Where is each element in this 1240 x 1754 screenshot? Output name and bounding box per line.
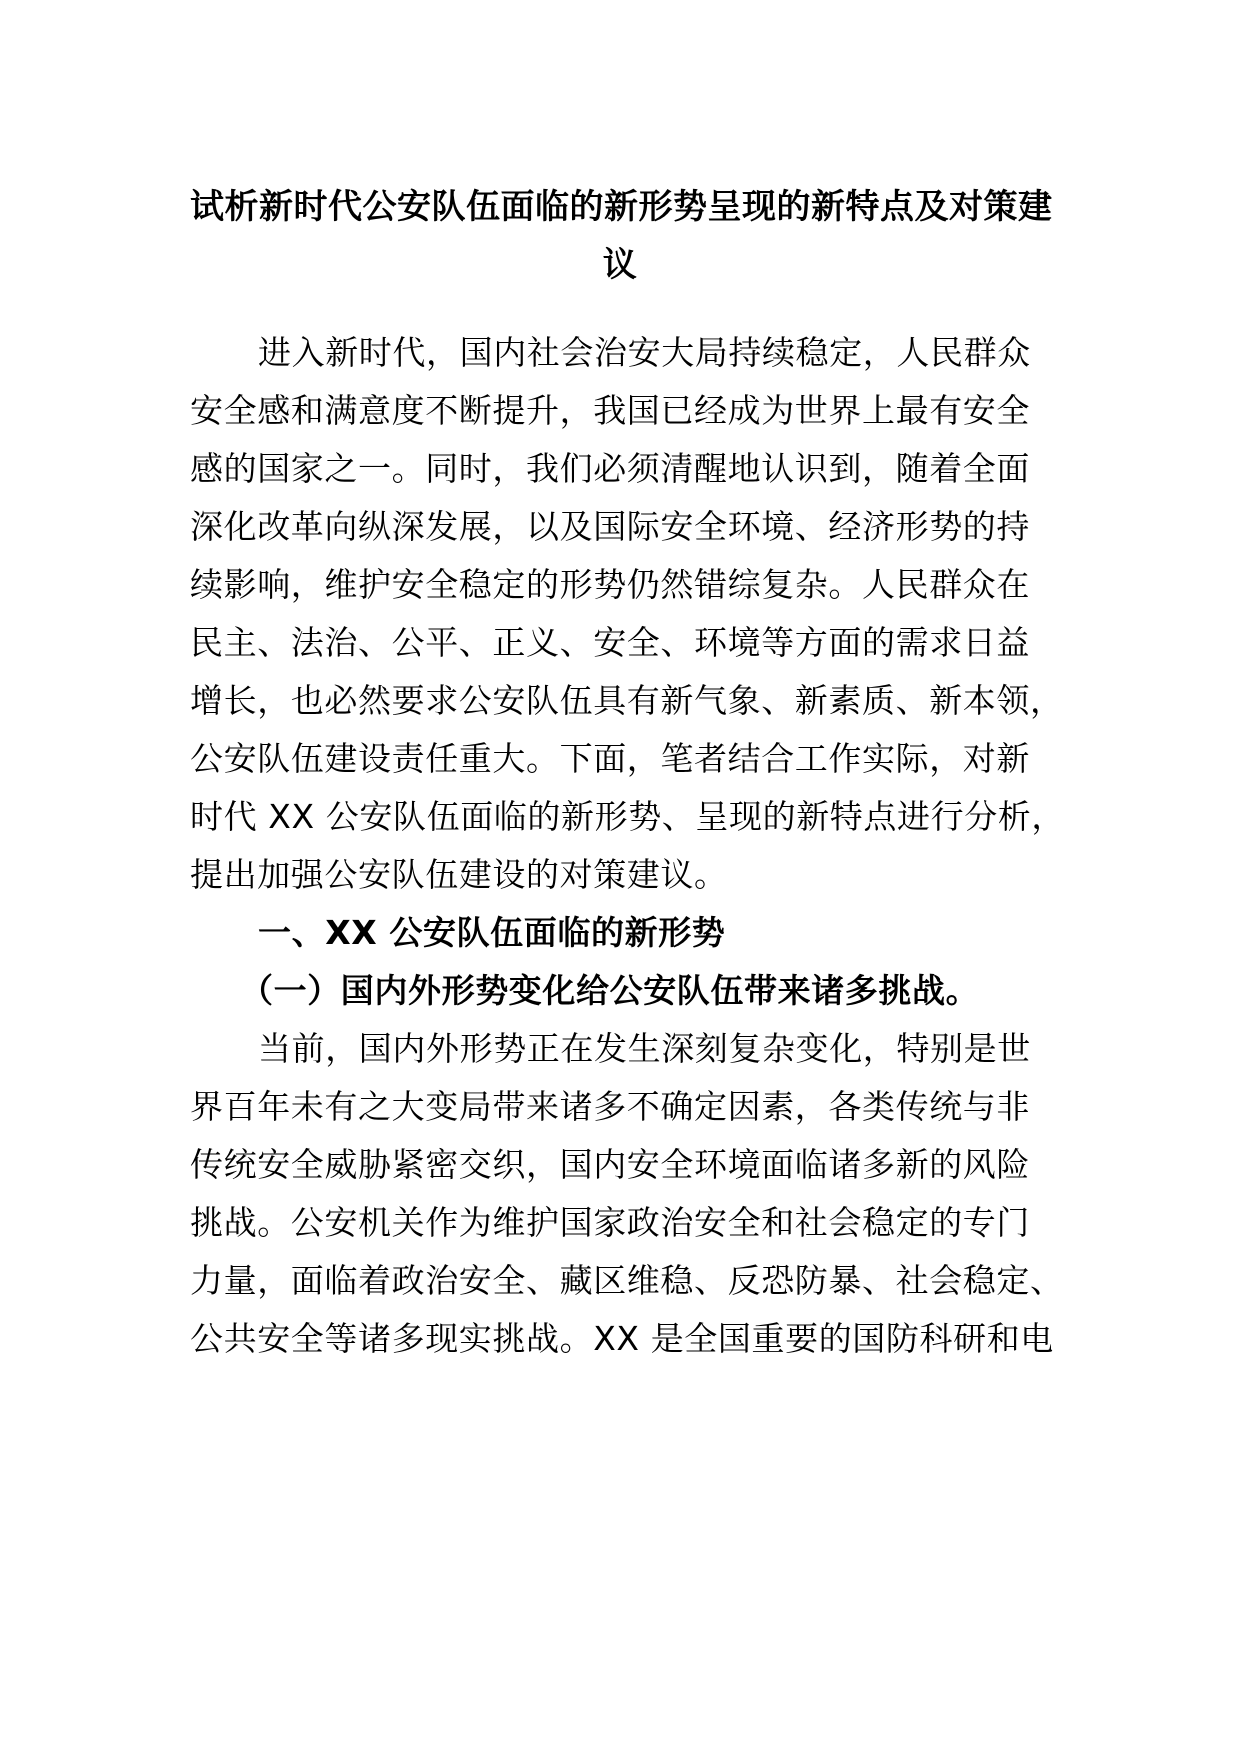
intro-paragraph-line: 时代 XX 公安队伍面临的新形势、呈现的新特点进行分析， — [190, 797, 1065, 836]
intro-paragraph-line: 提出加强公安队伍建设的对策建议。 — [190, 855, 728, 894]
document-title-line-1: 试析新时代公安队伍面临的新形势呈现的新特点及对策建 — [190, 187, 1053, 227]
intro-paragraph-line: 安全感和满意度不断提升，我国已经成为世界上最有安全 — [190, 391, 1030, 430]
subsection-1-paragraph-line: 传统安全威胁紧密交织，国内安全环境面临诸多新的风险 — [190, 1145, 1030, 1184]
subsection-1-paragraph-line: 力量，面临着政治安全、藏区维稳、反恐防暴、社会稳定、 — [190, 1261, 1064, 1300]
intro-paragraph-line: 进入新时代，国内社会治安大局持续稳定，人民群众 — [258, 333, 1031, 372]
intro-paragraph-line: 民主、法治、公平、正义、安全、环境等方面的需求日益 — [190, 623, 1030, 662]
intro-paragraph-line: 公安队伍建设责任重大。下面，笔者结合工作实际，对新 — [190, 739, 1030, 778]
document-title-line-2: 议 — [602, 245, 638, 285]
intro-paragraph-line: 续影响，维护安全稳定的形势仍然错综复杂。人民群众在 — [190, 565, 1030, 604]
subsection-1-paragraph-line: 当前，国内外形势正在发生深刻复杂变化，特别是世 — [258, 1029, 1031, 1068]
subsection-1-paragraph-line: 挑战。公安机关作为维护国家政治安全和社会稳定的专门 — [190, 1203, 1030, 1242]
intro-paragraph-line: 深化改革向纵深发展，以及国际安全环境、经济形势的持 — [190, 507, 1030, 546]
subsection-1-paragraph-line: 公共安全等诸多现实挑战。XX 是全国重要的国防科研和电 — [190, 1319, 1054, 1358]
section-1-heading: 一、XX 公安队伍面临的新形势 — [258, 913, 726, 952]
intro-paragraph-line: 感的国家之一。同时，我们必须清醒地认识到，随着全面 — [190, 449, 1030, 488]
subsection-1-heading: （一）国内外形势变化给公安队伍带来诸多挑战。 — [240, 971, 980, 1010]
intro-paragraph-line: 增长，也必然要求公安队伍具有新气象、新素质、新本领， — [190, 681, 1064, 720]
subsection-1-paragraph-line: 界百年未有之大变局带来诸多不确定因素，各类传统与非 — [190, 1087, 1030, 1126]
